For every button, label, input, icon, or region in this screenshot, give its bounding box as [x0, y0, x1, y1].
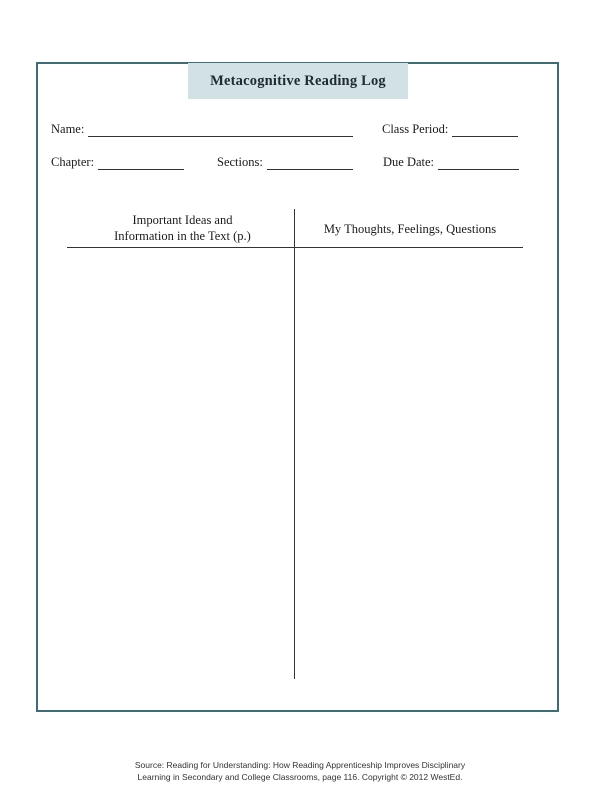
left-column-heading-line1: Important Ideas and	[132, 213, 233, 227]
table-column-divider	[294, 209, 295, 679]
name-blank[interactable]	[88, 124, 353, 137]
right-column-heading	[300, 221, 520, 237]
worksheet-title-text: Metacognitive Reading Log	[210, 72, 386, 89]
left-column-heading	[80, 212, 285, 244]
chapter-label: Chapter:	[51, 155, 95, 169]
source-footer	[0, 759, 600, 783]
sections-label: Sections:	[217, 155, 263, 169]
class-period-blank[interactable]	[452, 124, 518, 137]
due-date-field[interactable]	[383, 155, 519, 170]
left-column-heading-line2: Information in the Text (p.)	[114, 229, 251, 243]
chapter-blank[interactable]	[98, 157, 184, 170]
due-date-blank[interactable]	[438, 157, 519, 170]
footer-line-2: Learning in Secondary and College Classrooms, page 116. Copyright © 2012 WestEd.	[137, 772, 463, 782]
sections-field[interactable]	[217, 155, 353, 170]
class-period-field[interactable]	[382, 122, 518, 137]
chapter-field[interactable]	[51, 155, 184, 170]
class-period-label: Class Period:	[382, 122, 449, 136]
name-field[interactable]	[51, 122, 353, 137]
right-column-heading-text: My Thoughts, Feelings, Questions	[323, 222, 497, 236]
name-label: Name:	[51, 122, 85, 136]
footer-line-1: Source: Reading for Understanding: How Reading Apprenticeship Improves Disciplinary	[134, 760, 466, 770]
due-date-label: Due Date:	[383, 155, 435, 169]
table-header-rule	[67, 247, 523, 248]
sections-blank[interactable]	[267, 157, 353, 170]
worksheet-title	[188, 63, 408, 99]
